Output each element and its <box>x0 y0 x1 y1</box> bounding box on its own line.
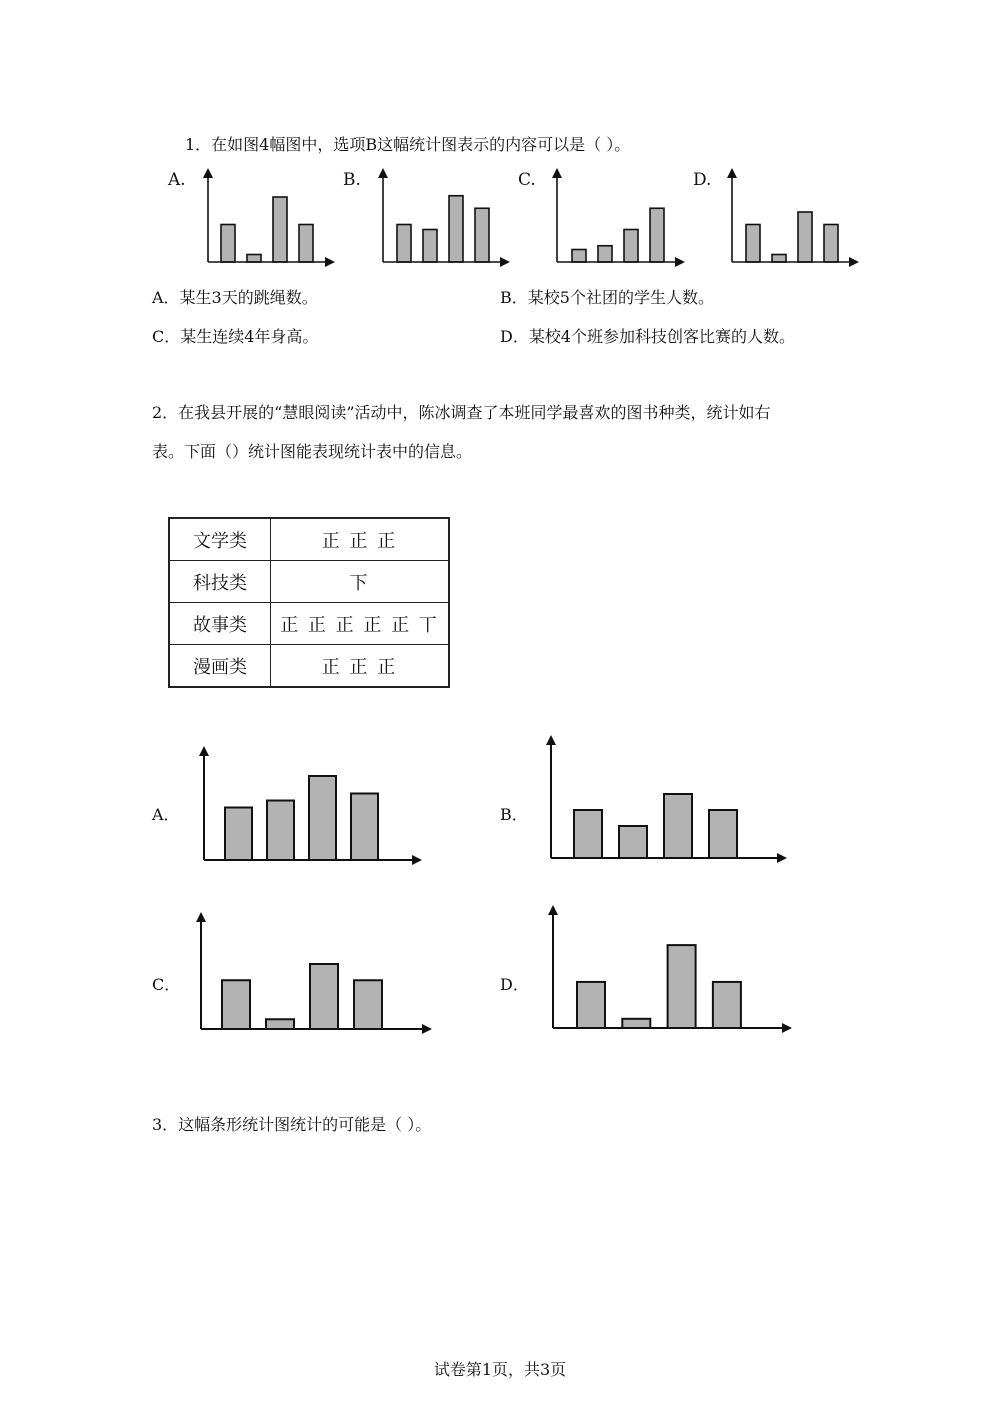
bar-q1-b-4 <box>475 208 489 262</box>
bar-q1-c-3 <box>624 230 638 263</box>
bar-q1-c-2 <box>598 246 612 262</box>
bar-q1-c-1 <box>572 250 586 263</box>
q1-option-d: D．某校4个班参加科技创客比赛的人数。 <box>500 327 796 346</box>
bar-q1-c-4 <box>650 208 664 262</box>
bar-q1-b-3 <box>449 196 463 262</box>
bar-q2-b-1 <box>574 810 602 858</box>
bar-q1-d-1 <box>746 225 760 263</box>
bar-q2-c-3 <box>310 964 338 1029</box>
q2-chart-label-a: A． <box>152 805 180 824</box>
bar-q2-d-4 <box>713 982 741 1028</box>
tally-cell: 正 正 正 正 正 丅 <box>271 603 450 645</box>
q1-chart-label-b: B. <box>343 170 361 190</box>
q1-chart-label-c: C. <box>518 170 536 190</box>
category-cell: 故事类 <box>169 603 271 645</box>
q2-chart-label-d: D． <box>500 975 529 994</box>
bar-q2-c-4 <box>354 980 382 1029</box>
q2-question-line1: 2．在我县开展的“慧眼阅读”活动中，陈冰调查了本班同学最喜欢的图书种类，统计如右 <box>152 403 771 422</box>
bar-q1-d-3 <box>798 212 812 262</box>
bar-q1-d-2 <box>772 255 786 263</box>
bar-q2-d-3 <box>668 945 696 1028</box>
bar-q2-a-2 <box>267 801 294 861</box>
bar-q1-a-3 <box>273 197 287 262</box>
bar-q1-a-4 <box>299 225 313 263</box>
q1-option-c: C．某生连续4年身高。 <box>152 327 319 346</box>
tally-cell: 正 正 正 <box>271 518 450 561</box>
q1-chart-label-d: D. <box>693 170 712 190</box>
q1-option-b: B．某校5个社团的学生人数。 <box>500 288 714 307</box>
category-cell: 文学类 <box>169 518 271 561</box>
category-cell: 科技类 <box>169 561 271 603</box>
bar-q2-b-4 <box>709 810 737 858</box>
q3-question: 3．这幅条形统计图统计的可能是（ ）。 <box>152 1115 432 1134</box>
q1-question: 1．在如图4幅图中，选项B这幅统计图表示的内容可以是（ ）。 <box>185 135 631 154</box>
bar-q1-b-1 <box>397 225 411 263</box>
q1-chart-label-a: A. <box>168 170 186 190</box>
bar-q2-d-2 <box>622 1019 650 1028</box>
q2-question-line2: 表。下面（）统计图能表现统计表中的信息。 <box>152 442 473 461</box>
bar-q1-a-1 <box>221 225 235 263</box>
bar-q2-b-2 <box>619 826 647 858</box>
bar-q2-a-3 <box>309 776 336 860</box>
bar-q1-b-2 <box>423 230 437 263</box>
bar-q2-c-2 <box>266 1019 294 1029</box>
page-footer: 试卷第1页，共3页 <box>433 1360 567 1379</box>
category-cell: 漫画类 <box>169 645 271 688</box>
tally-cell: 正 正 正 <box>271 645 450 688</box>
q2-chart-label-c: C． <box>152 975 181 994</box>
bar-q2-a-4 <box>351 794 378 861</box>
q1-option-a: A．某生3天的跳绳数。 <box>152 288 318 307</box>
bar-q1-a-2 <box>247 255 261 263</box>
bar-q2-d-1 <box>577 982 605 1028</box>
tally-cell: 下 <box>271 561 450 603</box>
bar-q1-d-4 <box>824 225 838 263</box>
bar-q2-a-1 <box>225 808 252 861</box>
bar-q2-b-3 <box>664 794 692 858</box>
q2-chart-label-b: B． <box>500 805 528 824</box>
bar-q2-c-1 <box>222 980 250 1029</box>
